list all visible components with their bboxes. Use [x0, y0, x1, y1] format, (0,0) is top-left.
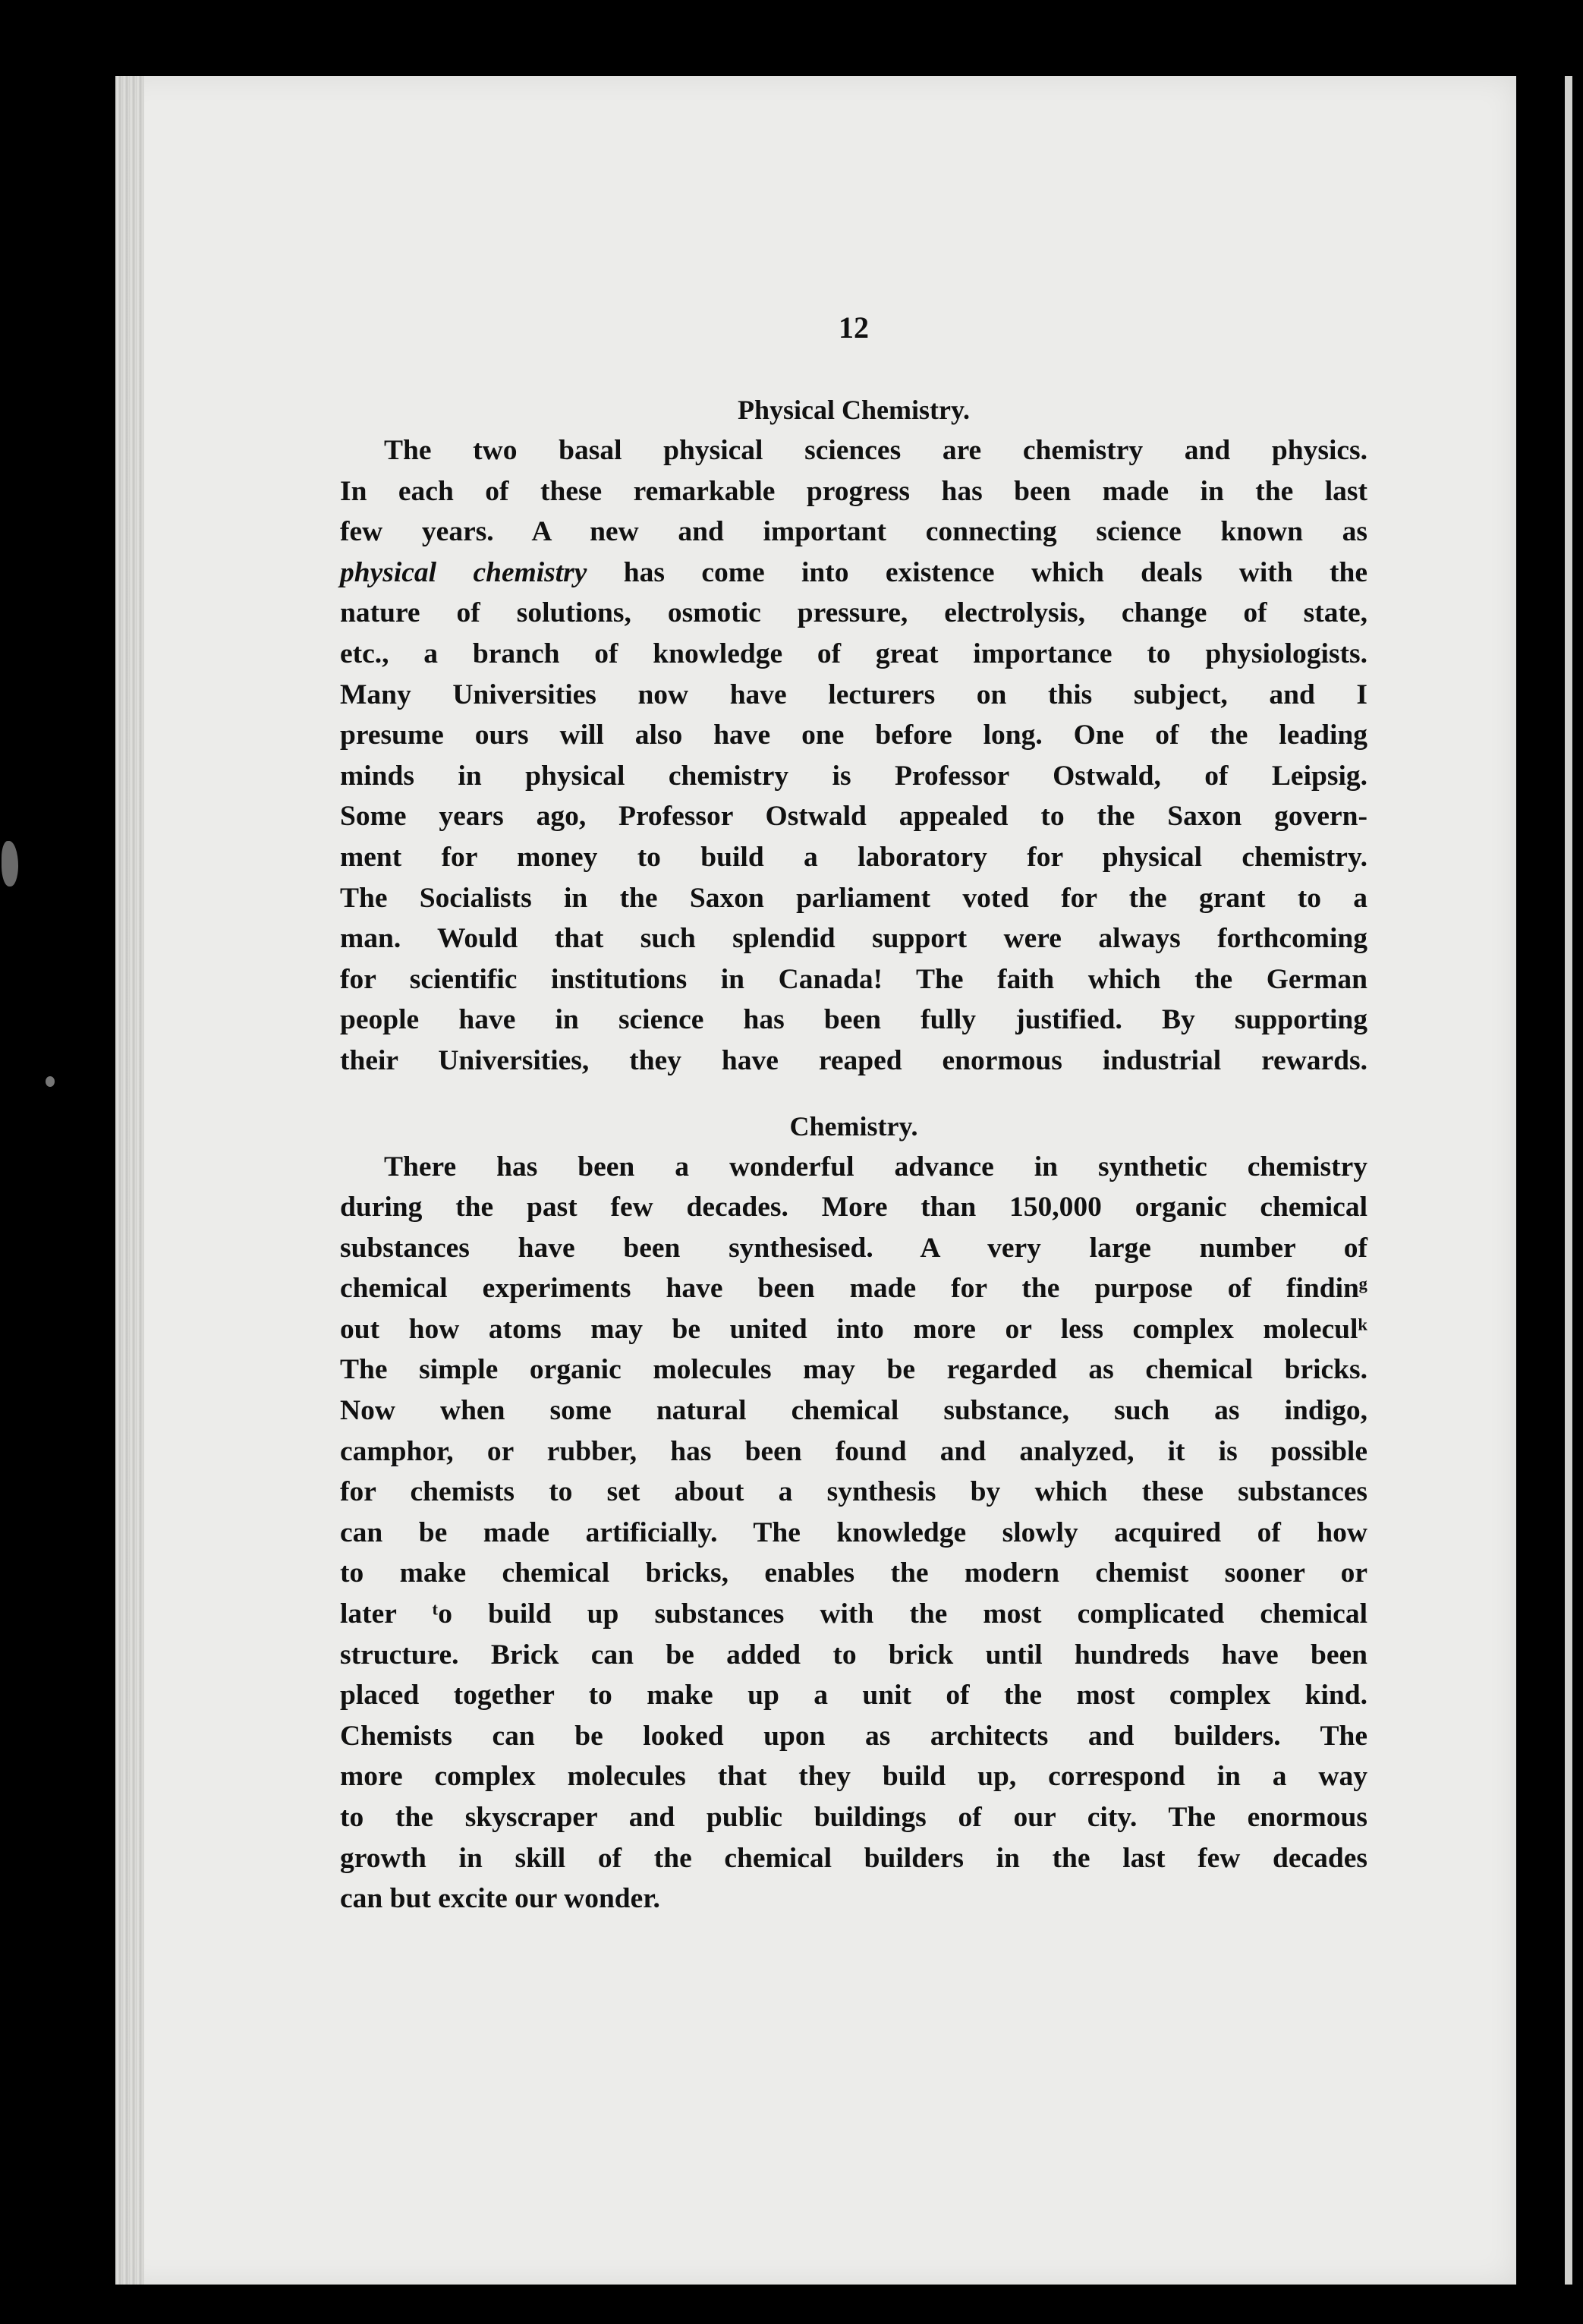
text-line: Many Universities now have lecturers on this subject, and I [340, 679, 1367, 710]
text-line: nature of solutions, osmotic pressure, electrolysis, change of state, [340, 597, 1367, 629]
page-text [340, 307, 1367, 1919]
text-line: can but excite our wonder. [340, 1883, 660, 1915]
text-line: out how atoms may be united into more or less complex moleculᵏ [340, 1313, 1367, 1345]
text-line: There has been a wonderful advance in synthetic chemistry [384, 1151, 1367, 1182]
text-line: etc., a branch of knowledge of great importance to physiologists. [340, 638, 1367, 669]
text-line: ment for money to build a laboratory for physical chemistry. [340, 841, 1367, 873]
page-right-edge [1565, 76, 1572, 2285]
text-line: Some years ago, Professor Ostwald appealed to the Saxon govern- [340, 801, 1367, 833]
text-line-italic-phrase: physical chemistry has come into existence which deals with the [340, 556, 1368, 588]
text-line: minds in physical chemistry is Professor Ostwald, of Leipsig. [340, 760, 1367, 792]
text-line: The Socialists in the Saxon parliament voted for the grant to a [340, 882, 1367, 914]
text-line: substances have been synthesised. A very large number of [340, 1232, 1367, 1264]
text-line: for chemists to set about a synthesis by which these substances [340, 1476, 1367, 1508]
text-line: The two basal physical sciences are chemistry and physics. [384, 435, 1367, 466]
text-line: placed together to make up a unit of the most complex kind. [340, 1680, 1367, 1712]
page-binding-edge [115, 76, 144, 2285]
text-line: can be made artificially. The knowledge slowly acquired of how [340, 1516, 1367, 1548]
text-line: more complex molecules that they build up, correspond in a way [340, 1761, 1367, 1793]
text-line: their Universities, they have reaped enormous industrial rewards. [340, 1044, 1367, 1076]
text-line: for scientific institutions in Canada! The faith which the German [340, 963, 1367, 995]
paragraph [340, 430, 1367, 1082]
text-line: during the past few decades. More than 150,000 organic chemical [340, 1192, 1367, 1223]
text-line: chemical experiments have been made for the purpose of findinᵍ [340, 1273, 1367, 1305]
text-line: In each of these remarkable progress has been made in the last [340, 475, 1367, 507]
text-line: people have in science has been fully justified. By supporting [340, 1004, 1367, 1036]
page-number: 12 [839, 310, 869, 345]
text-line: few years. A new and important connecting science known as [340, 516, 1367, 548]
text-line: to the skyscraper and public buildings of our city. The enormous [340, 1802, 1367, 1833]
scan-blemish [46, 1076, 55, 1087]
text-line: camphor, or rubber, has been found and analyzed, it is possible [340, 1435, 1367, 1467]
section-spacer [340, 1082, 1367, 1106]
text-line: man. Would that such splendid support were always forthcoming [340, 923, 1367, 955]
text-line: growth in skill of the chemical builders in the last few decades [340, 1842, 1367, 1874]
section-physical-chemistry [340, 389, 1367, 1082]
section-heading: Physical Chemistry. [738, 395, 970, 425]
paragraph [340, 1147, 1367, 1919]
text-line: Chemists can be looked upon as architects and builders. The [340, 1720, 1367, 1752]
italic-term: physical chemistry [340, 556, 587, 588]
section-chemistry [340, 1106, 1367, 1919]
text-line: to make chemical bricks, enables the modern chemist sooner or [340, 1557, 1367, 1589]
section-heading: Chemistry. [789, 1110, 918, 1142]
text-line: presume ours will also have one before long. One of the leading [340, 720, 1367, 751]
text-line: structure. Brick can be added to brick until hundreds have been [340, 1639, 1367, 1671]
text-line: Now when some natural chemical substance, such as indigo, [340, 1395, 1367, 1427]
text-line: later ᵗo build up substances with the most complicated chemical [340, 1598, 1367, 1630]
text-line: The simple organic molecules may be regarded as chemical bricks. [340, 1354, 1367, 1386]
